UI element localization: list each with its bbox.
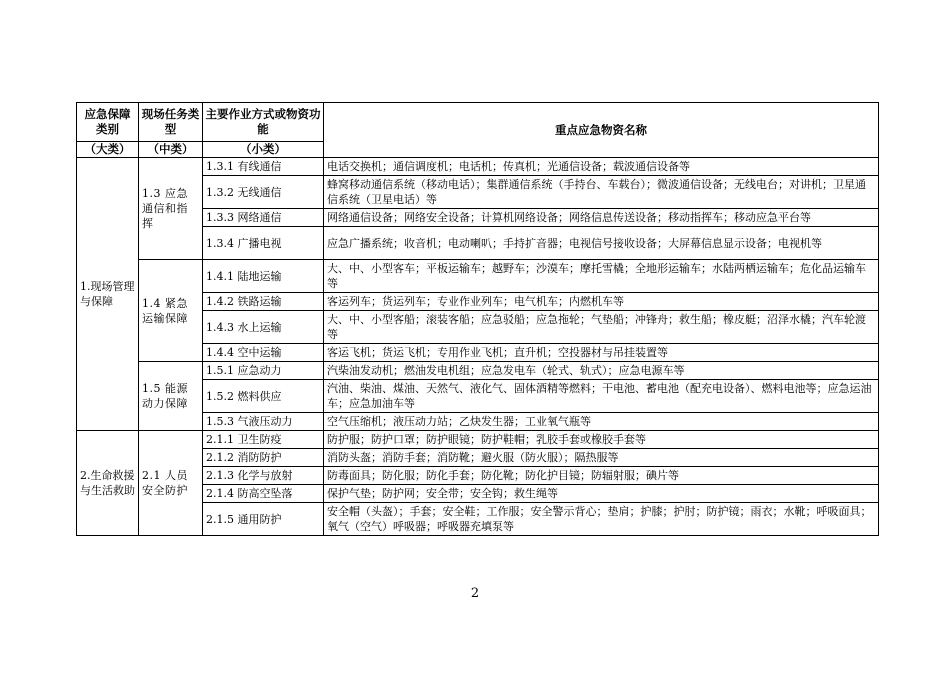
item-list: 汽油、柴油、煤油、天然气、液化气、固体酒精等燃料；干电池、蓄电池（配充电设备）、燃料电池等；应急运油车；应急加油车等 — [324, 380, 879, 413]
item-list: 汽柴油发动机；燃油发电机组；应急发电车（轮式、轨式）；应急电源车等 — [324, 362, 879, 380]
sub-category: 2.1.2 消防防护 — [203, 449, 324, 467]
sub-category: 2.1.3 化学与放射 — [203, 467, 324, 485]
item-list: 蜂窝移动通信系统（移动电话）；集群通信系统（手持台、车载台）；微波通信设备；无线电台；对讲机；卫星通信系统（卫星电话）等 — [324, 176, 879, 209]
sub-category: 1.3.2 无线通信 — [203, 176, 324, 209]
sub-category: 1.3.1 有线通信 — [203, 158, 324, 176]
item-list: 防护服；防护口罩；防护眼镜；防护鞋帽；乳胶手套或橡胶手套等 — [324, 431, 879, 449]
table-row — [77, 158, 879, 176]
header-major: 应急保障类别 — [77, 103, 139, 142]
page-number: 2 — [470, 586, 480, 601]
item-list: 应急广播系统；收音机；电动喇叭；手持扩音器；电视信号接收设备；大屏幕信息显示设备；电视机等 — [324, 227, 879, 260]
mid-category: 1.4 紧急运输保障 — [139, 260, 203, 362]
table-row — [77, 362, 879, 380]
sub-category: 1.3.3 网络通信 — [203, 209, 324, 227]
header-mid-note: （中类） — [139, 142, 203, 158]
sub-category: 1.3.4 广播电视 — [203, 227, 324, 260]
item-list: 电话交换机；通信调度机；电话机；传真机；光通信设备；载波通信设备等 — [324, 158, 879, 176]
header-items: 重点应急物资名称 — [324, 103, 879, 158]
major-category: 1.现场管理与保障 — [77, 158, 139, 431]
sub-category: 2.1.1 卫生防疫 — [203, 431, 324, 449]
table-row — [77, 260, 879, 293]
mid-category: 1.3 应急通信和指挥 — [139, 158, 203, 260]
sub-category: 1.4.4 空中运输 — [203, 344, 324, 362]
major-category: 2.生命救援与生活救助 — [77, 431, 139, 536]
item-list: 网络通信设备；网络安全设备；计算机网络设备；网络信息传送设备；移动指挥车；移动应急平台等 — [324, 209, 879, 227]
table-row — [77, 431, 879, 449]
item-list: 保护气垫；防护网；安全带；安全钩；救生绳等 — [324, 485, 879, 503]
item-list: 消防头盔；消防手套；消防靴；避火服（防火服）；隔热服等 — [324, 449, 879, 467]
sub-category: 1.5.2 燃料供应 — [203, 380, 324, 413]
sub-category: 2.1.4 防高空坠落 — [203, 485, 324, 503]
sub-category: 1.4.3 水上运输 — [203, 311, 324, 344]
item-list: 空气压缩机；液压动力站；乙炔发生器；工业氧气瓶等 — [324, 413, 879, 431]
header-sub: 主要作业方式或物资功能 — [203, 103, 324, 142]
item-list: 防毒面具；防化服；防化手套；防化靴；防化护目镜；防辐射服；碘片等 — [324, 467, 879, 485]
item-list: 安全帽（头盔）；手套；安全鞋；工作服；安全警示背心；垫肩；护膝；护肘；防护镜；雨衣；水靴；呼吸面具；氧气（空气）呼吸器；呼吸器充填泵等 — [324, 503, 879, 536]
item-list: 客运列车；货运列车；专业作业列车；电气机车；内燃机车等 — [324, 293, 879, 311]
item-list: 客运飞机；货运飞机；专用作业飞机；直升机；空投器材与吊挂装置等 — [324, 344, 879, 362]
sub-category: 1.5.1 应急动力 — [203, 362, 324, 380]
sub-category: 1.4.2 铁路运输 — [203, 293, 324, 311]
header-major-note: （大类） — [77, 142, 139, 158]
sub-category: 1.4.1 陆地运输 — [203, 260, 324, 293]
sub-category: 2.1.5 通用防护 — [203, 503, 324, 536]
item-list: 大、中、小型客船；滚装客船；应急驳船；应急拖轮；气垫船；冲锋舟；救生船；橡皮艇；沼泽水橇；汽车轮渡等 — [324, 311, 879, 344]
mid-category: 2.1 人员安全防护 — [139, 431, 203, 536]
mid-category: 1.5 能源动力保障 — [139, 362, 203, 431]
item-list: 大、中、小型客车；平板运输车；越野车；沙漠车；摩托雪橇；全地形运输车；水陆两栖运输车；危化品运输车等 — [324, 260, 879, 293]
header-mid: 现场任务类型 — [139, 103, 203, 142]
sub-category: 1.5.3 气液压动力 — [203, 413, 324, 431]
materials-table — [76, 102, 879, 536]
header-sub-note: （小类） — [203, 142, 324, 158]
